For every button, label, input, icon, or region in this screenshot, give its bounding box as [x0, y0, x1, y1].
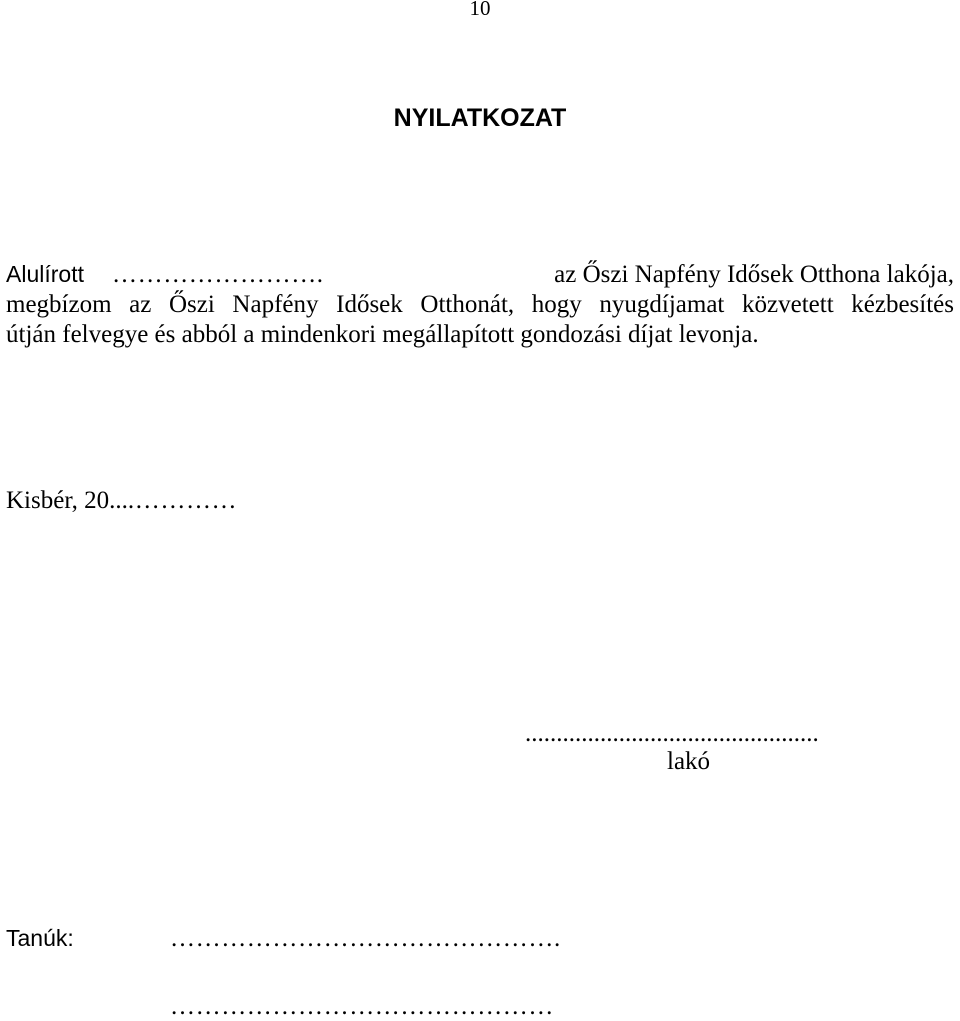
declaration-line-1-rest: az Őszi Napfény Idősek Otthona lakója, [554, 261, 954, 288]
place-date [6, 487, 237, 515]
date-blank: .………… [127, 487, 238, 514]
declaration-line-2: megbízom az Őszi Napfény Idősek Otthonát, hogy nyugdíjamat közvetett kézbesítés [6, 291, 954, 318]
declarant-label: Alulírott [6, 261, 84, 287]
witness-line-2: ……………………………………… [170, 993, 554, 1020]
witnesses-label: Tanúk: [6, 925, 74, 951]
signature-label: lakó [667, 748, 711, 775]
place-date-text: Kisbér, 20... [6, 487, 128, 514]
name-blank: ……………………. [112, 261, 324, 288]
declaration-line-3: útján felvegye és abból a mindenkori megállapított gondozási díjat levonja. [6, 321, 759, 348]
witness-line-1: ………………………………………. [170, 925, 561, 952]
page-number: 10 [469, 0, 491, 20]
signature-line: ............................................... [525, 720, 819, 747]
declaration-line-1 [6, 261, 954, 289]
page-title: NYILATKOZAT [393, 104, 567, 132]
